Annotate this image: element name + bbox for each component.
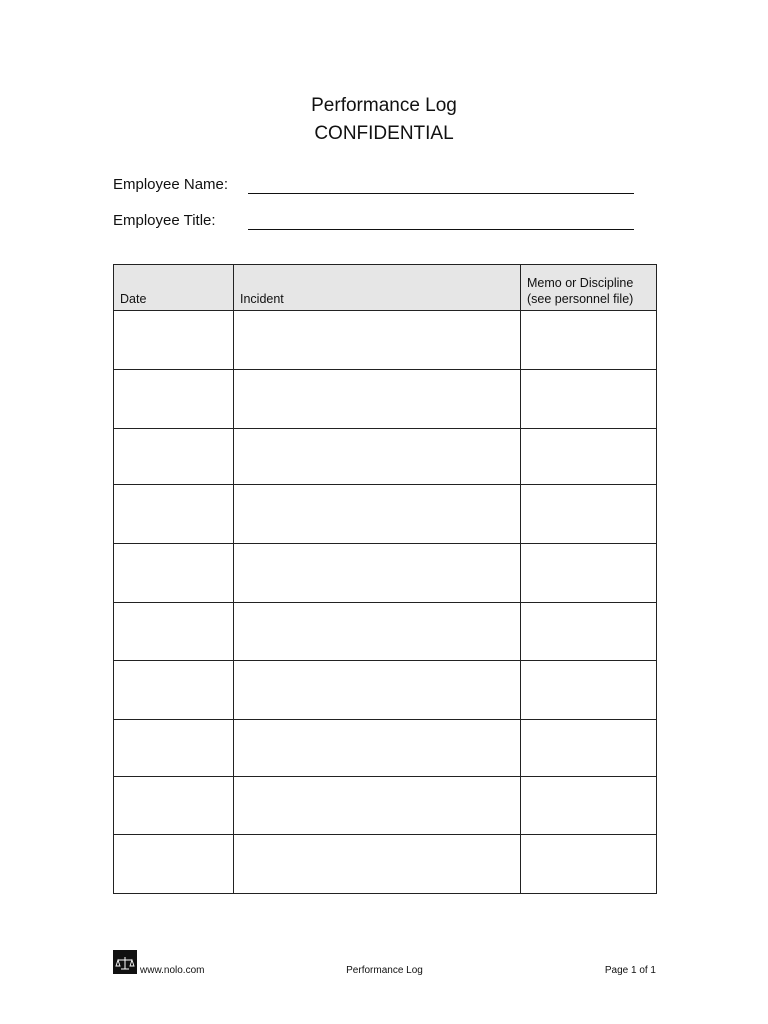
- memo-cell[interactable]: [521, 370, 657, 429]
- incident-cell[interactable]: [234, 777, 521, 835]
- memo-cell[interactable]: [521, 603, 657, 661]
- memo-cell[interactable]: [521, 429, 657, 485]
- date-cell[interactable]: [114, 429, 234, 485]
- document-header: [0, 92, 768, 148]
- incident-cell[interactable]: [234, 311, 521, 370]
- employee-title-line[interactable]: [248, 229, 634, 230]
- table-row: [114, 835, 657, 894]
- employee-title-field[interactable]: [113, 211, 634, 235]
- table-row: [114, 544, 657, 603]
- incident-cell[interactable]: [234, 429, 521, 485]
- incident-cell[interactable]: [234, 485, 521, 544]
- date-cell[interactable]: [114, 603, 234, 661]
- table-row: [114, 777, 657, 835]
- footer-page-number: Page 1 of 1: [604, 965, 656, 976]
- table-row: [114, 370, 657, 429]
- memo-cell[interactable]: [521, 311, 657, 370]
- document-subtitle: CONFIDENTIAL: [314, 123, 454, 144]
- table-body: [114, 311, 657, 894]
- memo-cell[interactable]: [521, 544, 657, 603]
- memo-cell[interactable]: [521, 777, 657, 835]
- incident-cell[interactable]: [234, 544, 521, 603]
- memo-cell[interactable]: [521, 835, 657, 894]
- header-date: Date: [114, 265, 234, 311]
- date-cell[interactable]: [114, 835, 234, 894]
- header-memo-or-discipline: Memo or Discipline (see personnel file): [521, 265, 657, 311]
- table-row: [114, 720, 657, 777]
- employee-name-label: Employee Name:: [113, 176, 229, 193]
- incident-cell[interactable]: [234, 661, 521, 720]
- date-cell[interactable]: [114, 661, 234, 720]
- memo-cell[interactable]: [521, 485, 657, 544]
- table-row: [114, 603, 657, 661]
- document-title: Performance Log: [311, 95, 457, 116]
- incident-cell[interactable]: [234, 720, 521, 777]
- table-row: [114, 429, 657, 485]
- page-footer: [113, 950, 656, 976]
- memo-cell[interactable]: [521, 720, 657, 777]
- incident-cell[interactable]: [234, 835, 521, 894]
- performance-log-table: [113, 264, 657, 894]
- footer-url[interactable]: www.nolo.com: [140, 965, 205, 976]
- date-cell[interactable]: [114, 544, 234, 603]
- incident-cell[interactable]: [234, 603, 521, 661]
- date-cell[interactable]: [114, 485, 234, 544]
- footer-document-name: Performance Log: [346, 965, 423, 976]
- memo-cell[interactable]: [521, 661, 657, 720]
- header-incident: Incident: [234, 265, 521, 311]
- employee-name-line[interactable]: [248, 193, 634, 194]
- table-row: [114, 311, 657, 370]
- date-cell[interactable]: [114, 777, 234, 835]
- date-cell[interactable]: [114, 311, 234, 370]
- table-header-row: [114, 265, 657, 311]
- table-row: [114, 485, 657, 544]
- employee-title-label: Employee Title:: [113, 212, 216, 229]
- date-cell[interactable]: [114, 720, 234, 777]
- employee-name-field[interactable]: [113, 175, 634, 199]
- date-cell[interactable]: [114, 370, 234, 429]
- incident-cell[interactable]: [234, 370, 521, 429]
- table-row: [114, 661, 657, 720]
